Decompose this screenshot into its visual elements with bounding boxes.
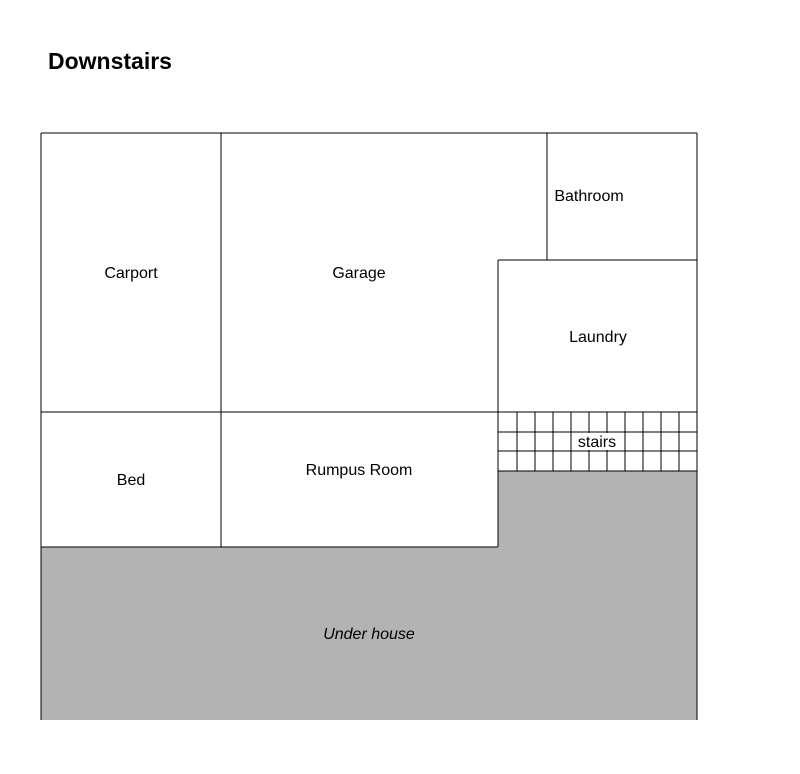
- room-label-garage: Garage: [332, 265, 386, 282]
- room-label-rumpus: Rumpus Room: [305, 462, 413, 479]
- room-label-carport: Carport: [104, 265, 158, 282]
- under-house-area: [41, 471, 697, 720]
- room-label-bed: Bed: [116, 472, 146, 489]
- room-label-under-house: Under house: [323, 626, 415, 643]
- room-label-laundry: Laundry: [569, 329, 627, 346]
- page-title: Downstairs: [48, 48, 172, 74]
- room-label-bathroom: Bathroom: [554, 188, 624, 205]
- room-label-stairs: stairs: [577, 434, 617, 451]
